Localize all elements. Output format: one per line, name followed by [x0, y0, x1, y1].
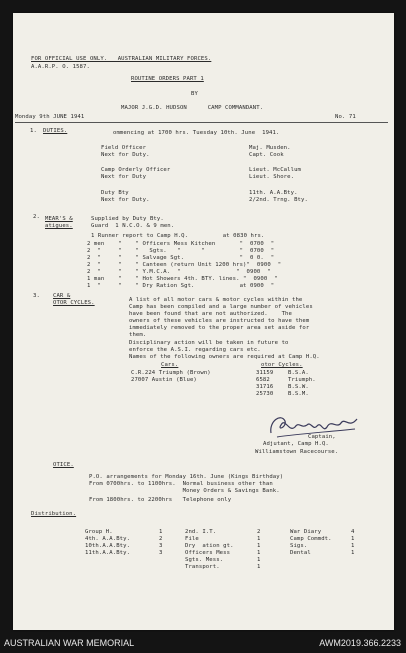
section-2-number: 2.	[33, 214, 40, 220]
distribution-name: 2nd. I.T.	[185, 529, 217, 535]
cycle-make: B.S.A.	[288, 370, 309, 376]
cycle-number: 31159	[256, 370, 274, 376]
distribution-name: 10th.A.A.Bty.	[85, 543, 131, 549]
fatigue-row: 2 " " " Salvage Sgt. " 0 0. "	[87, 255, 275, 261]
cycle-make: B.S.M.	[288, 391, 309, 397]
distribution-name: Group H.	[85, 529, 113, 535]
distribution-count: 1	[257, 564, 261, 570]
duty-row-right: Maj. Musden.	[249, 145, 291, 151]
classification-line: FOR OFFICIAL USE ONLY. AUSTRALIAN MILITARY FORCES.	[31, 56, 212, 62]
section-1-title: DUTIES.	[43, 128, 68, 134]
fatigue-row: 2 " " " Sgts. " " " 0700 "	[87, 248, 275, 254]
distribution-name: 4th. A.A.Bty.	[85, 536, 131, 542]
cycle-number: 31716	[256, 384, 274, 390]
cycle-number: 6582	[256, 377, 270, 383]
cycle-number: 25730	[256, 391, 274, 397]
duty-row-left: Duty Bty	[101, 190, 129, 196]
distribution-name: Sgts. Mess.	[185, 557, 224, 563]
distribution-name: Dry ation gt.	[185, 543, 234, 549]
car-entry: C.R.224 Triumph (Brown)	[131, 370, 211, 376]
notice-line: From 1800hrs. to 2200hrs Telephone only	[89, 497, 232, 503]
by-label: BY	[191, 91, 198, 97]
section-3-paragraph: owners of these vehicles are instructed to have them	[129, 318, 310, 324]
fatigue-row: 1 " " " Dry Ration Sgt. at 0900 "	[87, 283, 275, 289]
cycle-make: Triumph.	[288, 377, 316, 383]
section-3-paragraph: Names of the following owners are required at Camp H.Q.	[129, 354, 320, 360]
issued-by: MAJOR J.G.D. HUDSON CAMP COMMANDANT.	[121, 105, 264, 111]
cycle-make: B.S.W.	[288, 384, 309, 390]
signatory-rank: Captain,	[308, 434, 336, 440]
section-3-title: OTOR CYCLES.	[53, 300, 95, 306]
duty-row-right: Capt. Cook	[249, 152, 284, 158]
order-number: No. 71	[335, 114, 356, 120]
notice-title: OTICE.	[53, 462, 74, 468]
distribution-name: 11th.A.A.Bty.	[85, 550, 131, 556]
distribution-name: War Diary	[290, 529, 322, 535]
section-2-line: 1 Runner report to Camp H.Q. at 0830 hrs.	[91, 233, 265, 239]
distribution-name: Officers Mess	[185, 550, 231, 556]
distribution-title: Distribution.	[31, 511, 77, 517]
distribution-count: 1	[351, 536, 355, 542]
section-3-paragraph: immediately removed to the proper area set aside for	[129, 325, 310, 331]
archive-footer	[0, 632, 406, 653]
distribution-count: 2	[257, 529, 261, 535]
distribution-count: 1	[257, 557, 261, 563]
distribution-count: 2	[159, 536, 163, 542]
duty-row-left: Field Officer	[101, 145, 147, 151]
notice-line: P.O. arrangements for Monday 16th. June (Kings Birthday)	[89, 474, 284, 480]
fatigue-row: 2 " " " Canteen (return Unit 1200 hrs)" 0900 "	[87, 262, 282, 268]
duty-row-right: 2/2nd. Trng. Bty.	[249, 197, 308, 203]
section-1-text: ommencing at 1700 hrs. Tuesday 10th. June 1941.	[113, 130, 280, 136]
distribution-name: Dental	[290, 550, 311, 556]
fatigue-row: 2 men " " Officers Mess Kitchen " 0700 "	[87, 241, 275, 247]
distribution-name: File	[185, 536, 199, 542]
header-rule	[15, 122, 388, 123]
distribution-count: 1	[257, 550, 261, 556]
footer-accession-number: AWM2019.366.2233	[319, 638, 401, 648]
section-3-paragraph: Disciplinary action will be taken in future to	[129, 340, 289, 346]
signatory-place: Williamstown Racecourse.	[255, 449, 339, 455]
order-date: Monday 9th JUNE 1941	[15, 114, 85, 120]
document-page	[13, 13, 394, 630]
duty-row-right: 11th. A.A.Bty.	[249, 190, 298, 196]
notice-line: From 0700hrs. to 1100hrs. Normal business other than	[89, 481, 273, 487]
car-entry: 27007 Austin (Blue)	[131, 377, 197, 383]
footer-institution: AUSTRALIAN WAR MEMORIAL	[4, 638, 135, 648]
distribution-count: 3	[159, 543, 163, 549]
section-3-number: 3.	[33, 293, 40, 299]
duty-row-left: Next for Duty.	[101, 152, 150, 158]
distribution-count: 1	[257, 543, 261, 549]
section-3-paragraph: A list of all motor cars & motor cycles within the	[129, 297, 303, 303]
section-3-paragraph: have been found that are not authorized. The	[129, 311, 292, 317]
distribution-count: 1	[351, 550, 355, 556]
fatigue-row: 1 man " " Hot Showers 4th. BTY. lines. " 0900 "	[87, 276, 278, 282]
section-3-paragraph: enforce the A.S.I. regarding cars etc.	[129, 347, 261, 353]
section-1-number: 1.	[30, 128, 37, 134]
duty-row-right: Lieut. McCallum	[249, 167, 302, 173]
duty-row-left: Next for Duty.	[101, 197, 150, 203]
cars-label: Cars.	[161, 362, 179, 368]
distribution-name: Transport.	[185, 564, 220, 570]
section-3-paragraph: Camp has been compiled and a large number of vehicles	[129, 304, 313, 310]
section-2-line: Supplied by Duty Bty.	[91, 216, 164, 222]
duty-row-left: Next for Duty	[101, 174, 147, 180]
fatigue-row: 2 " " " Y.M.C.A. " " 0900 "	[87, 269, 271, 275]
motor-cycles-label: otor Cycles.	[261, 362, 303, 368]
notice-line: Money Orders & Savings Bank.	[89, 488, 280, 494]
section-3-paragraph: them.	[129, 332, 147, 338]
section-2-title: MEAR'S &	[45, 216, 73, 222]
duty-row-right: Lieut. Shore.	[249, 174, 295, 180]
distribution-name: Camp Commdt.	[290, 536, 332, 542]
reference-line: A.A.R.P. O. 1587.	[31, 64, 90, 70]
section-3-title: CAR &	[53, 293, 71, 299]
distribution-count: 4	[351, 529, 355, 535]
distribution-count: 1	[159, 529, 163, 535]
section-2-line: Guard 1 N.C.O. & 9 men.	[91, 223, 175, 229]
distribution-count: 1	[351, 543, 355, 549]
duty-row-left: Camp Orderly Officer	[101, 167, 171, 173]
signatory-role: Adjutant, Camp H.Q.	[263, 441, 329, 447]
section-2-title: atigues.	[45, 223, 73, 229]
distribution-count: 1	[257, 536, 261, 542]
distribution-count: 3	[159, 550, 163, 556]
document-title: ROUTINE ORDERS PART 1	[131, 76, 204, 82]
distribution-name: Sigs.	[290, 543, 308, 549]
